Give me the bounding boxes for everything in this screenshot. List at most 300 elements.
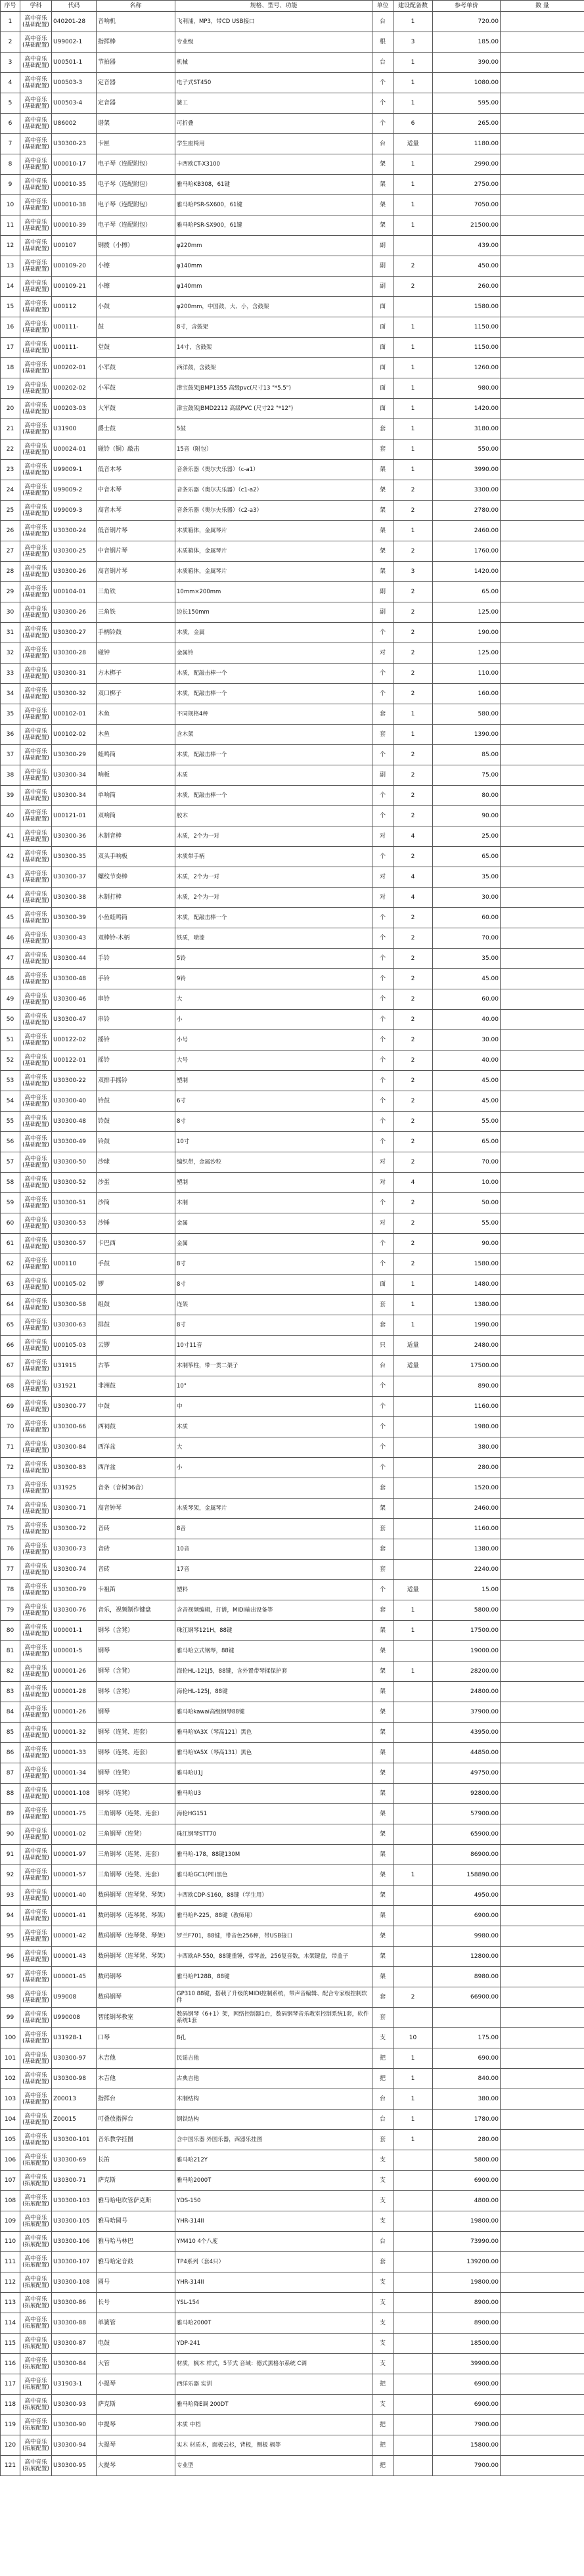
cell-spec: 簧工	[175, 93, 372, 114]
cell-price: 1180.00	[433, 134, 501, 154]
cell-name: 钢琴（含凳）	[97, 1621, 175, 1641]
cell-unit: 副	[372, 277, 393, 297]
cell-qty	[501, 1275, 584, 1295]
cell-code: U31903-1	[52, 2374, 97, 2395]
cell-spec: 木质，配敲击棒一个	[175, 684, 372, 704]
cell-no: 65	[1, 1315, 20, 1336]
cell-unit: 套	[372, 1315, 393, 1336]
cell-code: U00202-02	[52, 378, 97, 399]
table-row	[1, 1784, 584, 1804]
cell-code: U00111-	[52, 338, 97, 358]
cell-qty	[501, 1661, 584, 1682]
cell-no: 14	[1, 277, 20, 297]
cell-name: 可叠放指挥台	[97, 2110, 175, 2130]
cell-no: 12	[1, 236, 20, 256]
cell-spec: 雅马哈2000T	[175, 2171, 372, 2191]
table-row	[1, 2130, 584, 2150]
cell-qty	[501, 1987, 584, 2008]
cell-plan: 1	[393, 378, 433, 399]
cell-no: 87	[1, 1763, 20, 1784]
cell-qty	[501, 1539, 584, 1560]
cell-qty	[501, 2435, 584, 2456]
cell-no: 2	[1, 32, 20, 53]
cell-code: U30300-23	[52, 134, 97, 154]
cell-no: 70	[1, 1417, 20, 1437]
cell-plan	[393, 2252, 433, 2272]
cell-no: 1	[1, 12, 20, 32]
cell-unit: 台	[372, 1356, 393, 1376]
cell-subject: 高中音乐(基础配置)	[20, 643, 52, 664]
cell-price: 44850.00	[433, 1743, 501, 1763]
cell-name: 堂鼓	[97, 338, 175, 358]
cell-no: 114	[1, 2313, 20, 2334]
cell-no: 78	[1, 1580, 20, 1600]
cell-plan: 1	[393, 317, 433, 338]
cell-subject: 高中音乐(基础配置)	[20, 1275, 52, 1295]
cell-qty	[501, 1519, 584, 1539]
cell-name: 沙球	[97, 1152, 175, 1173]
cell-price: 720.00	[433, 12, 501, 32]
table-row	[1, 684, 584, 704]
cell-price: 1080.00	[433, 73, 501, 93]
cell-code: U30300-72	[52, 1519, 97, 1539]
cell-plan	[393, 1723, 433, 1743]
cell-qty	[501, 73, 584, 93]
cell-price: 550.00	[433, 440, 501, 460]
cell-code: U31928-1	[52, 2028, 97, 2048]
cell-spec: 木质，配敲击棒一个	[175, 786, 372, 806]
cell-spec: 雅马哈-178，88键130M	[175, 1845, 372, 1865]
cell-qty	[501, 338, 584, 358]
cell-qty	[501, 2272, 584, 2293]
cell-name: 中音木琴	[97, 480, 175, 501]
cell-code: U00001-33	[52, 1743, 97, 1763]
cell-plan	[393, 1539, 433, 1560]
table-row	[1, 1132, 584, 1152]
cell-no: 63	[1, 1275, 20, 1295]
cell-code: U30300-71	[52, 1499, 97, 1519]
cell-name: 小军鼓	[97, 378, 175, 399]
cell-no: 6	[1, 114, 20, 134]
cell-spec: 大	[175, 989, 372, 1010]
cell-price: 980.00	[433, 378, 501, 399]
cell-subject: 高中音乐(基础配置)	[20, 236, 52, 256]
cell-name: 高音木琴	[97, 501, 175, 521]
cell-spec: 海伦HL-125J，88键	[175, 1682, 372, 1702]
cell-unit: 架	[372, 1702, 393, 1723]
cell-price: 65.00	[433, 847, 501, 867]
cell-no: 30	[1, 602, 20, 623]
cell-unit: 个	[372, 684, 393, 704]
table-row	[1, 1071, 584, 1091]
cell-unit: 套	[372, 1987, 393, 2008]
cell-plan: 2	[393, 1112, 433, 1132]
cell-subject: 高中音乐(拓展配置)	[20, 2293, 52, 2313]
cell-spec: 10mm×200mm	[175, 582, 372, 602]
cell-subject: 高中音乐(基础配置)	[20, 1132, 52, 1152]
cell-spec: 10寸	[175, 1132, 372, 1152]
table-row	[1, 1519, 584, 1539]
cell-spec: 可折叠	[175, 114, 372, 134]
table-row	[1, 908, 584, 928]
cell-name: 鼓	[97, 317, 175, 338]
cell-unit: 支	[372, 2171, 393, 2191]
cell-price: 6900.00	[433, 2395, 501, 2415]
cell-unit: 个	[372, 989, 393, 1010]
cell-spec: 雅马哈212Y	[175, 2150, 372, 2171]
cell-subject: 高中音乐(基础配置)	[20, 1091, 52, 1112]
cell-no: 74	[1, 1499, 20, 1519]
cell-spec: 木质琴架，金属琴片	[175, 1499, 372, 1519]
cell-unit: 对	[372, 643, 393, 664]
table-row	[1, 1091, 584, 1112]
cell-subject: 高中音乐(拓展配置)	[20, 2150, 52, 2171]
cell-unit: 架	[372, 1499, 393, 1519]
cell-subject: 高中音乐(基础配置)	[20, 1886, 52, 1906]
cell-no: 99	[1, 2008, 20, 2028]
cell-no: 56	[1, 1132, 20, 1152]
cell-plan: 适量	[393, 134, 433, 154]
cell-no: 39	[1, 786, 20, 806]
cell-spec: 边长150mm	[175, 602, 372, 623]
cell-subject: 高中音乐(基础配置)	[20, 1723, 52, 1743]
cell-plan	[393, 1784, 433, 1804]
cell-qty	[501, 1723, 584, 1743]
table-row	[1, 1376, 584, 1397]
cell-unit: 套	[372, 1295, 393, 1315]
cell-price: 60.00	[433, 989, 501, 1010]
table-row	[1, 1234, 584, 1254]
cell-no: 42	[1, 847, 20, 867]
cell-subject: 高中音乐(基础配置)	[20, 480, 52, 501]
cell-unit: 个	[372, 908, 393, 928]
cell-subject: 高中音乐(基础配置)	[20, 867, 52, 888]
cell-subject: 高中音乐(基础配置)	[20, 1743, 52, 1763]
cell-no: 61	[1, 1234, 20, 1254]
cell-price: 10.00	[433, 1173, 501, 1193]
table-row	[1, 725, 584, 745]
cell-unit: 支	[372, 2191, 393, 2211]
cell-qty	[501, 949, 584, 969]
cell-price: 73990.00	[433, 2232, 501, 2252]
cell-price: 265.00	[433, 114, 501, 134]
cell-price: 6900.00	[433, 1906, 501, 1926]
cell-unit: 台	[372, 2110, 393, 2130]
cell-price: 17500.00	[433, 1621, 501, 1641]
cell-code: U30300-63	[52, 1315, 97, 1336]
table-row	[1, 1600, 584, 1621]
cell-no: 118	[1, 2395, 20, 2415]
cell-spec: 数码钢琴（6+1）架，网络控制器1台，数码钢琴音乐教室控制系统1套，软件系统1套	[175, 2008, 372, 2028]
cell-name: 木制音棒	[97, 826, 175, 847]
cell-plan	[393, 1519, 433, 1539]
cell-plan	[393, 2272, 433, 2293]
cell-code: U00203-03	[52, 399, 97, 419]
cell-spec: 雅马哈YA3X（琴高121）黑色	[175, 1723, 372, 1743]
table-row	[1, 1947, 584, 1967]
cell-no: 17	[1, 338, 20, 358]
cell-spec: 雅马哈YA5X（琴高131）黑色	[175, 1743, 372, 1763]
cell-spec: 编织带，金属沙粒	[175, 1152, 372, 1173]
cell-no: 62	[1, 1254, 20, 1275]
table-row	[1, 1763, 584, 1784]
cell-plan	[393, 1682, 433, 1702]
cell-qty	[501, 1600, 584, 1621]
cell-spec: 雅马哈PSR-SX900，61键	[175, 215, 372, 236]
cell-subject: 高中音乐(基础配置)	[20, 1213, 52, 1234]
cell-subject: 高中音乐(基础配置)	[20, 765, 52, 786]
table-row	[1, 582, 584, 602]
cell-spec: 大	[175, 1437, 372, 1458]
cell-qty	[501, 704, 584, 725]
cell-unit: 架	[372, 1641, 393, 1661]
cell-no: 11	[1, 215, 20, 236]
cell-name: 音砖	[97, 1560, 175, 1580]
cell-price: 19000.00	[433, 1641, 501, 1661]
cell-spec: 西洋乐器 实训	[175, 2374, 372, 2395]
table-row	[1, 1275, 584, 1295]
cell-qty	[501, 847, 584, 867]
cell-name: 单响筒	[97, 786, 175, 806]
cell-plan: 3	[393, 562, 433, 582]
header-price: 参考单价	[433, 1, 501, 12]
cell-unit: 支	[372, 2354, 393, 2374]
cell-qty	[501, 643, 584, 664]
cell-price: 60.00	[433, 908, 501, 928]
cell-price: 7050.00	[433, 195, 501, 215]
cell-spec: YHR-314II	[175, 2272, 372, 2293]
cell-unit: 套	[372, 2008, 393, 2028]
cell-code: U00001-45	[52, 1967, 97, 1987]
cell-spec: 民谣吉他	[175, 2048, 372, 2069]
cell-subject: 高中音乐(基础配置)	[20, 1784, 52, 1804]
cell-unit: 架	[372, 154, 393, 175]
cell-qty	[501, 2191, 584, 2211]
cell-qty	[501, 2110, 584, 2130]
header-plan: 建设配备数	[393, 1, 433, 12]
cell-price: 8900.00	[433, 2313, 501, 2334]
table-row	[1, 73, 584, 93]
cell-spec: 音条乐器（奥尔夫乐器）（c2-a3）	[175, 501, 372, 521]
cell-qty	[501, 2048, 584, 2069]
cell-name: 萨克斯	[97, 2171, 175, 2191]
cell-price: 37900.00	[433, 1702, 501, 1723]
cell-code: U31925	[52, 1478, 97, 1499]
cell-subject: 高中音乐(基础配置)	[20, 1152, 52, 1173]
cell-code: Z00015	[52, 2110, 97, 2130]
cell-spec: 金属	[175, 1234, 372, 1254]
cell-name: 低音钢片琴	[97, 521, 175, 541]
cell-name: 谱架	[97, 114, 175, 134]
cell-plan: 2	[393, 989, 433, 1010]
cell-subject: 高中音乐(基础配置)	[20, 1845, 52, 1865]
table-row	[1, 1010, 584, 1030]
cell-name: 雅马哈马林巴	[97, 2232, 175, 2252]
table-row	[1, 2415, 584, 2435]
cell-qty	[501, 2395, 584, 2415]
cell-subject: 高中音乐(拓展配置)	[20, 2252, 52, 2272]
table-row	[1, 1254, 584, 1275]
cell-unit: 支	[372, 2028, 393, 2048]
cell-spec: 木质，2个为一对	[175, 867, 372, 888]
cell-unit: 对	[372, 1173, 393, 1193]
cell-plan	[393, 2150, 433, 2171]
cell-no: 50	[1, 1010, 20, 1030]
cell-unit: 套	[372, 1600, 393, 1621]
cell-price: 57900.00	[433, 1804, 501, 1824]
table-row	[1, 1845, 584, 1865]
cell-plan: 1	[393, 419, 433, 440]
cell-no: 85	[1, 1723, 20, 1743]
cell-plan	[393, 1886, 433, 1906]
cell-spec: 5铃	[175, 949, 372, 969]
cell-name: 西洋盆	[97, 1458, 175, 1478]
cell-price: 139200.00	[433, 2252, 501, 2272]
cell-unit: 架	[372, 480, 393, 501]
cell-subject: 高中音乐(基础配置)	[20, 1336, 52, 1356]
cell-name: 指挥棒	[97, 32, 175, 53]
table-row	[1, 2334, 584, 2354]
table-row	[1, 277, 584, 297]
cell-unit: 个	[372, 786, 393, 806]
table-row	[1, 867, 584, 888]
table-row	[1, 1804, 584, 1824]
cell-no: 90	[1, 1824, 20, 1845]
cell-price: 86900.00	[433, 1845, 501, 1865]
cell-no: 108	[1, 2191, 20, 2211]
cell-no: 97	[1, 1967, 20, 1987]
table-row	[1, 2089, 584, 2110]
table-row	[1, 1539, 584, 1560]
cell-price: 110.00	[433, 664, 501, 684]
cell-qty	[501, 2069, 584, 2089]
table-row	[1, 1865, 584, 1886]
cell-code: U00010-17	[52, 154, 97, 175]
cell-spec: 珠江钢琴121H，88键	[175, 1621, 372, 1641]
cell-price: 690.00	[433, 2048, 501, 2069]
table-row	[1, 562, 584, 582]
table-row	[1, 2456, 584, 2476]
cell-subject: 高中音乐(拓展配置)	[20, 2395, 52, 2415]
cell-price: 439.00	[433, 236, 501, 256]
cell-plan: 1	[393, 2130, 433, 2150]
cell-plan	[393, 1743, 433, 1763]
cell-spec: 10"	[175, 1376, 372, 1397]
cell-qty	[501, 1315, 584, 1336]
cell-plan: 2	[393, 623, 433, 643]
cell-plan: 2	[393, 256, 433, 277]
cell-unit: 个	[372, 623, 393, 643]
cell-subject: 高中音乐(基础配置)	[20, 440, 52, 460]
cell-qty	[501, 623, 584, 643]
cell-no: 107	[1, 2171, 20, 2191]
cell-price: 18500.00	[433, 2334, 501, 2354]
cell-no: 48	[1, 969, 20, 989]
cell-unit: 面	[372, 399, 393, 419]
cell-code: U30300-86	[52, 2293, 97, 2313]
cell-no: 37	[1, 745, 20, 765]
cell-unit: 副	[372, 236, 393, 256]
cell-price: 185.00	[433, 32, 501, 53]
cell-plan: 2	[393, 277, 433, 297]
table-row	[1, 32, 584, 53]
cell-plan: 2	[393, 541, 433, 562]
cell-price: 30.00	[433, 888, 501, 908]
cell-no: 115	[1, 2334, 20, 2354]
cell-subject: 高中音乐(基础配置)	[20, 215, 52, 236]
cell-code: U30300-58	[52, 1295, 97, 1315]
cell-price: 40.00	[433, 1010, 501, 1030]
cell-subject: 高中音乐(基础配置)	[20, 1560, 52, 1580]
cell-subject: 高中音乐(基础配置)	[20, 1458, 52, 1478]
cell-price: 5800.00	[433, 2150, 501, 2171]
cell-code: U30300-94	[52, 2435, 97, 2456]
table-row	[1, 1987, 584, 2008]
cell-no: 105	[1, 2130, 20, 2150]
cell-qty	[501, 1865, 584, 1886]
cell-no: 47	[1, 949, 20, 969]
cell-price: 4950.00	[433, 1886, 501, 1906]
cell-price: 1520.00	[433, 1478, 501, 1499]
cell-code: U30300-76	[52, 1600, 97, 1621]
table-row	[1, 2048, 584, 2069]
cell-code: U00001-43	[52, 1947, 97, 1967]
cell-price: 45.00	[433, 969, 501, 989]
cell-price: 1150.00	[433, 317, 501, 338]
cell-price: 70.00	[433, 1152, 501, 1173]
cell-price: 2750.00	[433, 175, 501, 195]
cell-name: 长号	[97, 2293, 175, 2313]
cell-qty	[501, 1193, 584, 1213]
cell-code: U30300-98	[52, 2069, 97, 2089]
cell-subject: 高中音乐(基础配置)	[20, 888, 52, 908]
cell-plan: 2	[393, 1987, 433, 2008]
cell-plan: 1	[393, 338, 433, 358]
cell-qty	[501, 1682, 584, 1702]
cell-price: 190.00	[433, 623, 501, 643]
cell-no: 98	[1, 1987, 20, 2008]
cell-price: 1260.00	[433, 358, 501, 378]
header-qty: 数 量	[501, 1, 584, 12]
cell-spec: 实木 材质木，面板云杉，背板，侧板 枫等	[175, 2435, 372, 2456]
cell-plan: 1	[393, 2048, 433, 2069]
cell-spec: 木制	[175, 1193, 372, 1213]
cell-plan: 1	[393, 1315, 433, 1336]
cell-qty	[501, 1356, 584, 1376]
cell-price: 158890.00	[433, 1865, 501, 1886]
cell-name: 木鱼	[97, 725, 175, 745]
cell-subject: 高中音乐(拓展配置)	[20, 2354, 52, 2374]
cell-no: 16	[1, 317, 20, 338]
table-row	[1, 114, 584, 134]
table-row	[1, 1437, 584, 1458]
cell-qty	[501, 256, 584, 277]
cell-subject: 高中音乐(基础配置)	[20, 1234, 52, 1254]
cell-price: 5800.00	[433, 1600, 501, 1621]
cell-subject: 高中音乐(基础配置)	[20, 1478, 52, 1499]
cell-spec: 木制结构	[175, 2089, 372, 2110]
cell-subject: 高中音乐(基础配置)	[20, 501, 52, 521]
cell-plan: 1	[393, 1621, 433, 1641]
cell-no: 54	[1, 1091, 20, 1112]
cell-subject: 高中音乐(基础配置)	[20, 1071, 52, 1091]
cell-no: 59	[1, 1193, 20, 1213]
cell-spec: 津宝鼓架JBMP1355 高级pvc(尺寸13 "*5.5")	[175, 378, 372, 399]
cell-subject: 高中音乐(基础配置)	[20, 1702, 52, 1723]
cell-plan	[393, 1499, 433, 1519]
cell-plan: 1	[393, 440, 433, 460]
table-row	[1, 2110, 584, 2130]
